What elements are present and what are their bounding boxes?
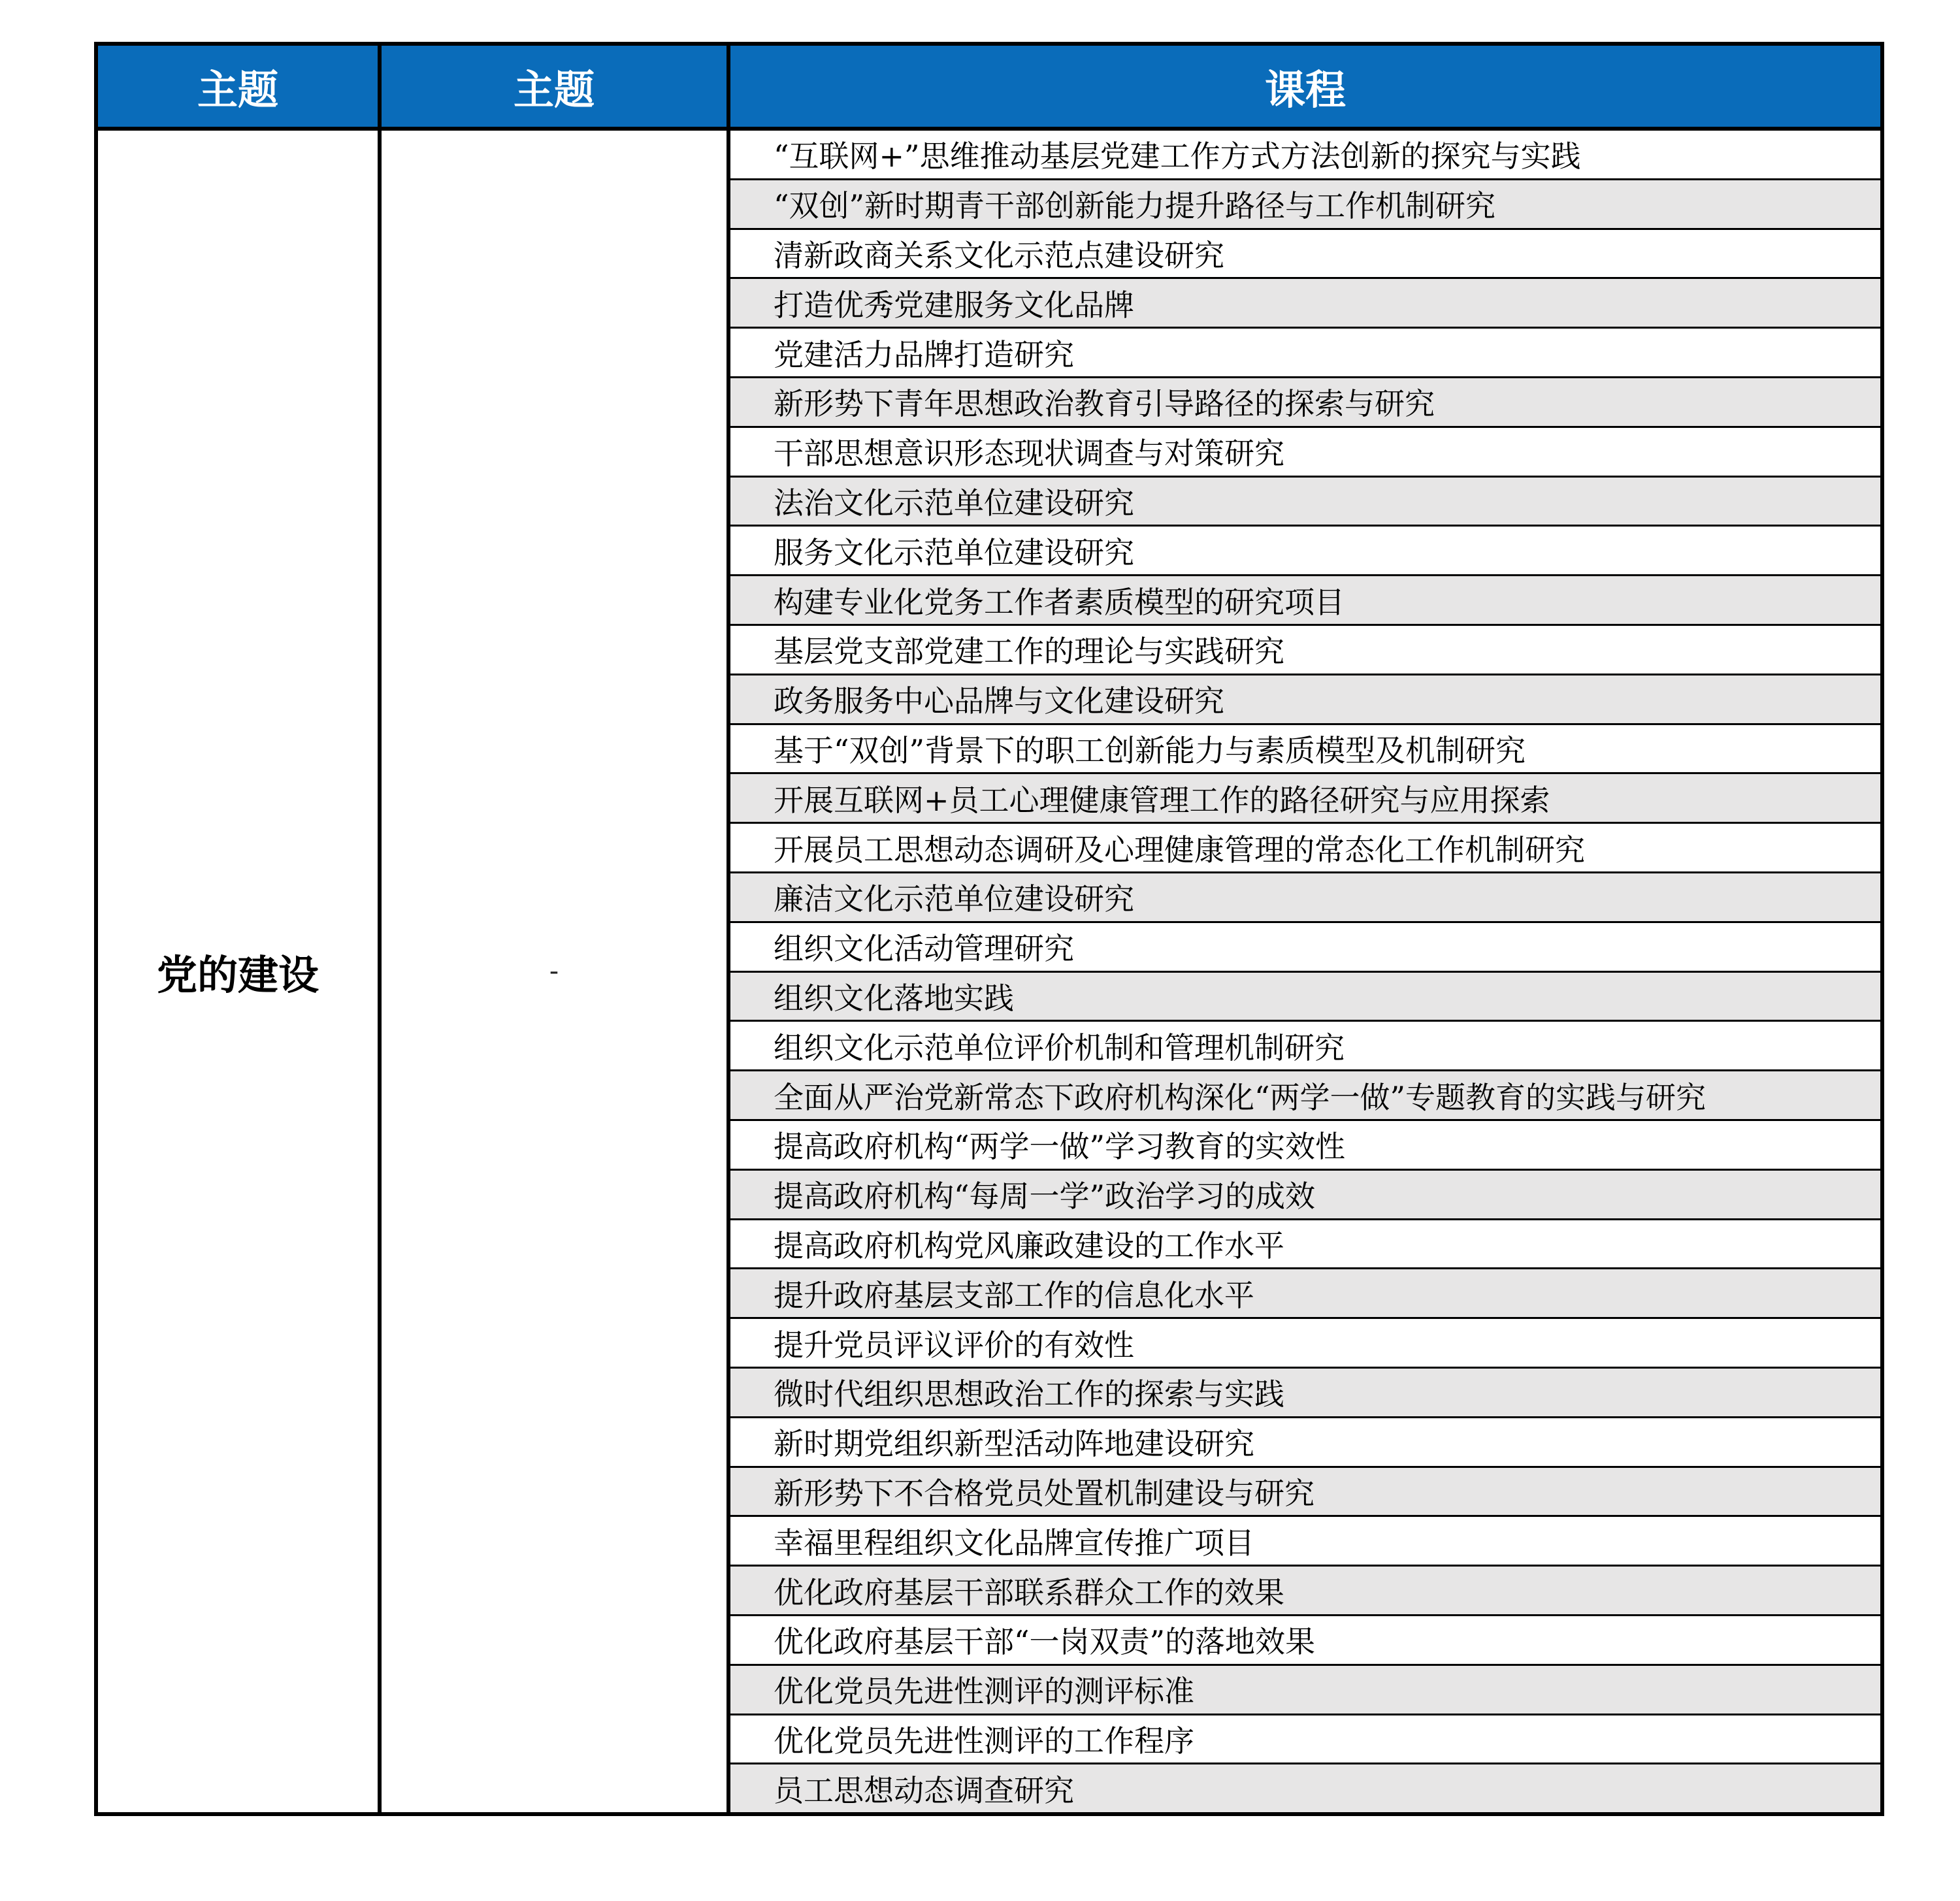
course-cell: 组织文化落地实践	[728, 971, 1882, 1021]
course-cell: 提高政府机构“两学一做”学习教育的实效性	[728, 1120, 1882, 1169]
theme-cell: 党的建设	[96, 129, 380, 1814]
table-body	[96, 129, 1882, 1814]
header-row	[96, 44, 1882, 129]
course-cell: 打造优秀党建服务文化品牌	[728, 278, 1882, 328]
course-cell: 优化党员先进性测评的工作程序	[728, 1714, 1882, 1764]
sub-theme-cell: -	[380, 129, 728, 1814]
course-cell: 政务服务中心品牌与文化建设研究	[728, 674, 1882, 724]
course-cell: 基层党支部党建工作的理论与实践研究	[728, 625, 1882, 674]
course-cell: 组织文化活动管理研究	[728, 922, 1882, 971]
course-cell: 干部思想意识形态现状调查与对策研究	[728, 427, 1882, 476]
course-cell: 提升党员评议评价的有效性	[728, 1318, 1882, 1368]
course-cell: 清新政商关系文化示范点建设研究	[728, 229, 1882, 278]
course-cell: 构建专业化党务工作者素质模型的研究项目	[728, 576, 1882, 625]
course-cell: 全面从严治党新常态下政府机构深化“两学一做”专题教育的实践与研究	[728, 1071, 1882, 1120]
course-cell: 新时期党组织新型活动阵地建设研究	[728, 1417, 1882, 1467]
course-cell: 幸福里程组织文化品牌宣传推广项目	[728, 1516, 1882, 1566]
table-row	[96, 129, 1882, 179]
course-cell: 新形势下青年思想政治教育引导路径的探索与研究	[728, 377, 1882, 427]
course-cell: 员工思想动态调查研究	[728, 1764, 1882, 1814]
course-cell: 提高政府机构党风廉政建设的工作水平	[728, 1219, 1882, 1269]
table-header	[96, 44, 1882, 129]
course-cell: 开展员工思想动态调研及心理健康管理的常态化工作机制研究	[728, 823, 1882, 873]
course-cell: 微时代组织思想政治工作的探索与实践	[728, 1367, 1882, 1417]
course-cell: 优化党员先进性测评的测评标准	[728, 1665, 1882, 1714]
course-cell: 党建活力品牌打造研究	[728, 328, 1882, 378]
course-cell: 优化政府基层干部“一岗双责”的落地效果	[728, 1615, 1882, 1665]
header-course: 课程	[728, 44, 1882, 129]
course-cell: “互联网+”思维推动基层党建工作方式方法创新的探究与实践	[728, 129, 1882, 179]
course-cell: 廉洁文化示范单位建设研究	[728, 872, 1882, 922]
course-cell: 组织文化示范单位评价机制和管理机制研究	[728, 1021, 1882, 1071]
course-cell: 新形势下不合格党员处置机制建设与研究	[728, 1467, 1882, 1516]
course-cell: 法治文化示范单位建设研究	[728, 476, 1882, 526]
course-cell: 提高政府机构“每周一学”政治学习的成效	[728, 1169, 1882, 1219]
course-cell: 基于“双创”背景下的职工创新能力与素质模型及机制研究	[728, 724, 1882, 773]
course-cell: 提升政府基层支部工作的信息化水平	[728, 1269, 1882, 1318]
course-cell: “双创”新时期青干部创新能力提升路径与工作机制研究	[728, 179, 1882, 229]
course-cell: 优化政府基层干部联系群众工作的效果	[728, 1566, 1882, 1616]
header-sub-theme: 主题	[380, 44, 728, 129]
course-cell: 服务文化示范单位建设研究	[728, 526, 1882, 576]
course-table	[94, 42, 1884, 1816]
header-theme: 主题	[96, 44, 380, 129]
course-cell: 开展互联网+员工心理健康管理工作的路径研究与应用探索	[728, 773, 1882, 823]
